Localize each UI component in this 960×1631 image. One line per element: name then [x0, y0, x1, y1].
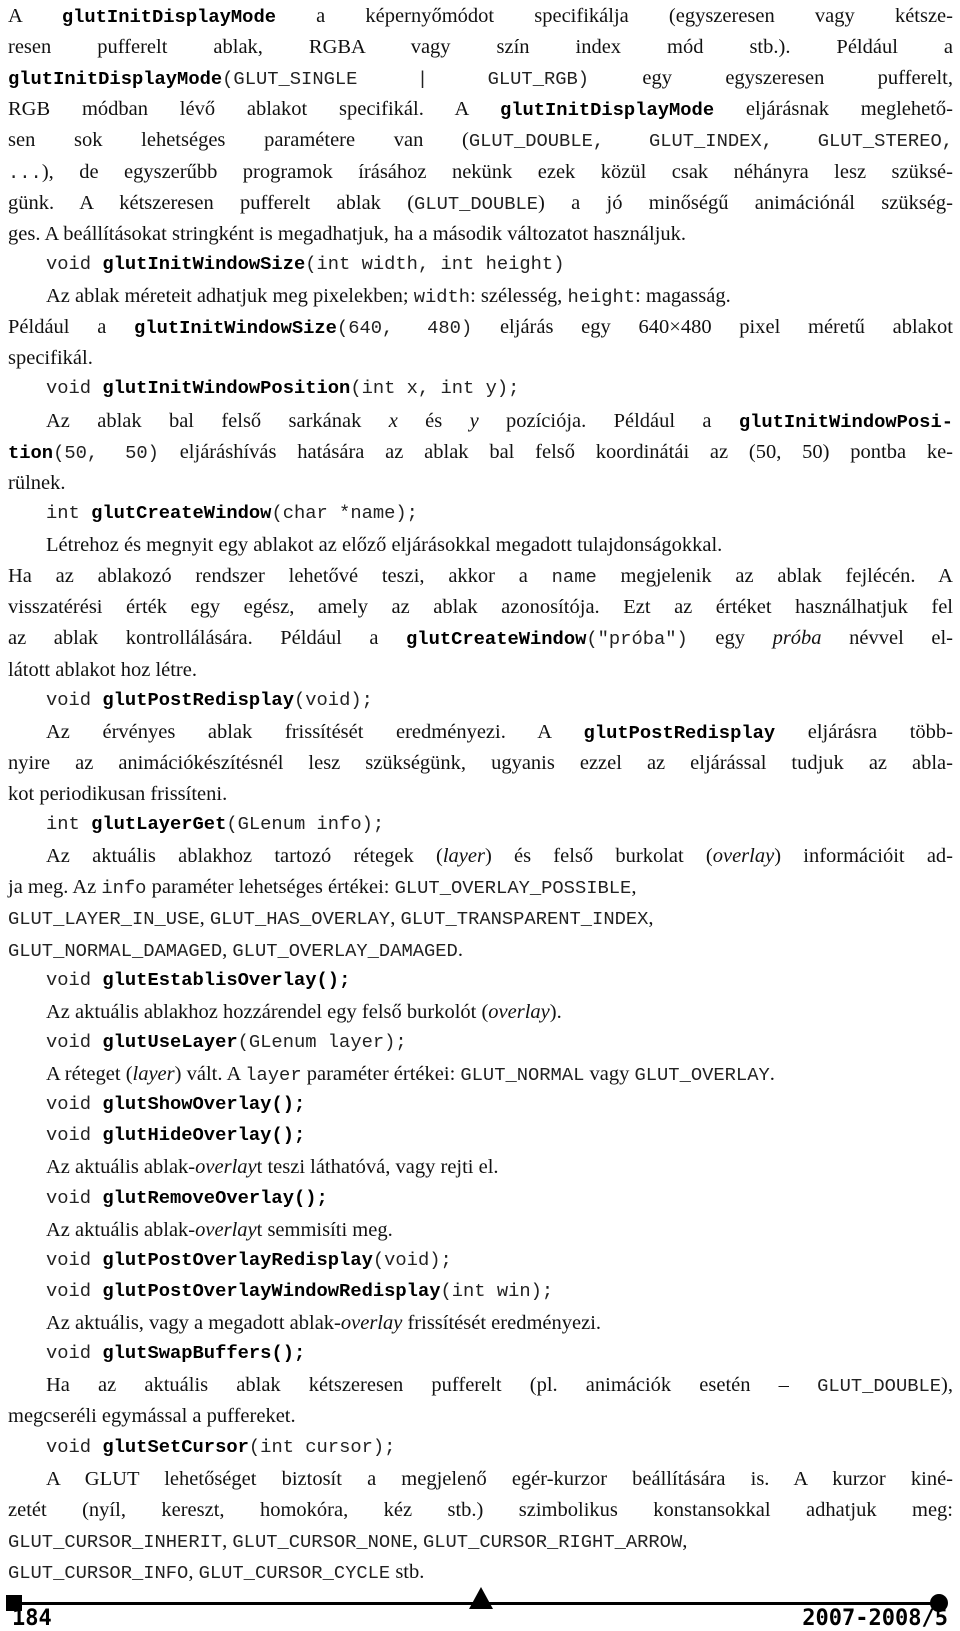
text-line: GLUT_NORMAL_DAMAGED, GLUT_OVERLAY_DAMAGED.	[8, 939, 463, 962]
function-name: glutHideOverlay	[102, 1124, 272, 1146]
text-line	[8, 162, 953, 183]
text-line	[8, 68, 953, 89]
text-line: nyire az animációkészítésnél lesz szükségünk, ugyanis ezzel az eljárással tudjuk az abla-	[8, 752, 953, 774]
text-line: Például a glutInitWindowSize(640, 480) eljárás egy 640×480 pixel méretű ablakot	[8, 316, 953, 339]
function-name: glutInitDisplayMode	[61, 6, 276, 28]
function-signature: void glutEstablisOverlay();	[46, 969, 351, 991]
text-line: Az ablak méreteit adhatjuk meg pixelekben; width: szélesség, height: magasság.	[46, 285, 731, 308]
text-line-overflow: GLUT_CURSOR_INFO, GLUT_CURSOR_CYCLE stb.	[8, 1561, 425, 1584]
text-line: megcseréli egymással a puffereket.	[8, 1405, 296, 1427]
text-line: specifikál.	[8, 347, 93, 369]
text-line: Az aktuális ablak-overlayt teszi láthatóvá, vagy rejti el.	[46, 1156, 499, 1178]
function-name: glutInitDisplayMode	[499, 99, 715, 121]
constant: GLUT_DOUBLE	[414, 193, 539, 215]
function-name: glutInitWindowSize	[102, 253, 306, 275]
function-signature: void glutSetCursor(int cursor);	[46, 1436, 396, 1458]
function-signature: void glutUseLayer(GLenum layer);	[46, 1031, 407, 1053]
text-line: A réteget (layer) vált. A layer paraméter értékei: GLUT_NORMAL vagy GLUT_OVERLAY.	[46, 1063, 775, 1086]
function-name: glutInitWindowPosition	[102, 377, 351, 399]
text-line: Az aktuális ablak-overlayt semmisíti meg.	[46, 1219, 393, 1241]
text-line: az ablak kontrollálására. Például a glutCreateWindow("próba") egy próba névvel el-	[8, 627, 953, 650]
text-span: A	[8, 5, 62, 27]
text-line: GLUT_CURSOR_INHERIT, GLUT_CURSOR_NONE, GLUT_CURSOR_RIGHT_ARROW,	[8, 1530, 688, 1553]
function-name: glutCreateWindow	[406, 628, 587, 650]
text-span: ) a jó minőségű animációnál szükség-	[538, 192, 954, 214]
text-line: A GLUT lehetőséget biztosít a megjelenő egér-kurzor beállítására is. A kurzor kiné-	[46, 1468, 953, 1490]
function-signature: void glutShowOverlay();	[46, 1093, 306, 1115]
page-number: 184	[12, 1606, 52, 1631]
text-line: Létrehoz és megnyit egy ablakot az előző eljárásokkal megadott tulajdonságokkal.	[46, 534, 723, 556]
text-line: zetét (nyíl, kereszt, homokóra, kéz stb.) szimbolikus konstansokkal adhatjuk meg:	[8, 1499, 953, 1521]
text-span: sen sok lehetséges paramétere van (	[8, 129, 469, 151]
page-footer	[0, 1592, 960, 1630]
text-span: eljárásnak meglehető-	[714, 98, 953, 120]
function-name: glutPostOverlayWindowRedisplay	[102, 1280, 441, 1302]
text-line: Ha az ablakozó rendszer lehetővé teszi, akkor a name megjelenik az ablak fejlécén. A	[8, 565, 953, 588]
function-signature: void glutSwapBuffers();	[46, 1342, 306, 1364]
text-line: Az aktuális ablakhoz tartozó rétegek (layer) és felső burkolat (overlay) információit ad-	[46, 845, 953, 867]
function-name: glutRemoveOverlay	[102, 1187, 294, 1209]
function-signature: void glutInitWindowPosition(int x, int y);	[46, 377, 520, 399]
text-line	[8, 130, 953, 151]
text-span: günk. A kétszeresen pufferelt ablak (	[8, 192, 415, 214]
text-span: RGB módban lévő ablakot specifikál. A	[8, 98, 500, 120]
text-line: ges. A beállításokat stringként is megadhatjuk, ha a második változatot használjuk.	[8, 223, 687, 245]
text-line: Az aktuális, vagy a megadott ablak-overlay frissítését eredményezi.	[46, 1312, 602, 1334]
text-line: kot periodikusan frissíteni.	[8, 783, 228, 805]
text-span: egy egyszeresen pufferelt,	[589, 67, 953, 89]
text-line: Ha az aktuális ablak kétszeresen pufferelt (pl. animációk esetén – GLUT_DOUBLE),	[46, 1374, 953, 1397]
text-line: GLUT_LAYER_IN_USE, GLUT_HAS_OVERLAY, GLUT_TRANSPARENT_INDEX,	[8, 907, 654, 930]
function-name: glutInitWindowSize	[134, 317, 337, 339]
text-line: visszatérési érték egy egész, amely az ablak azonosítója. Ezt az értéket használhatjuk fel	[8, 596, 953, 618]
function-signature: void glutHideOverlay();	[46, 1124, 306, 1146]
function-name: glutPostOverlayRedisplay	[102, 1249, 373, 1271]
ellipsis: ...	[8, 162, 42, 184]
function-signature: int glutCreateWindow(char *name);	[46, 502, 418, 524]
code-args: (GLUT_SINGLE | GLUT_RGB)	[222, 68, 590, 90]
function-name: glutShowOverlay	[102, 1093, 272, 1115]
triangle-icon	[469, 1587, 493, 1609]
text-span: ), de egyszerűbb programok írásához nekünk ezek közül csak néhányra lesz szüksé-	[41, 161, 953, 183]
function-name: glutSwapBuffers	[102, 1342, 272, 1364]
function-signature: void glutRemoveOverlay();	[46, 1187, 328, 1209]
constant-list: GLUT_DOUBLE, GLUT_INDEX, GLUT_STEREO,	[468, 130, 954, 152]
function-signature: int glutLayerGet(GLenum info);	[46, 813, 385, 835]
text-line	[8, 6, 953, 27]
function-signature: void glutPostOverlayWindowRedisplay(int win);	[46, 1280, 554, 1302]
text-line: Az érvényes ablak frissítését eredményezi. A glutPostRedisplay eljárásra több-	[46, 721, 953, 744]
function-signature: void glutInitWindowSize(int width, int height)	[46, 253, 565, 275]
text-line	[8, 193, 953, 214]
function-name: glutLayerGet	[91, 813, 227, 835]
function-name: glutEstablisOverlay	[102, 969, 317, 991]
text-span: a képernyőmódot specifikálja (egyszeresen vagy kétsze-	[276, 5, 953, 27]
function-signature: void glutPostOverlayRedisplay(void);	[46, 1249, 452, 1271]
function-name: glutPostRedisplay	[102, 689, 294, 711]
text-line	[8, 99, 953, 120]
function-signature: void glutPostRedisplay(void);	[46, 689, 373, 711]
function-name: glutInitDisplayMode	[8, 68, 223, 90]
text-line: Az aktuális ablakhoz hozzárendel egy felső burkolót (overlay).	[46, 1001, 562, 1023]
function-name: glutSetCursor	[102, 1436, 249, 1458]
text-line: látott ablakot hoz létre.	[8, 659, 197, 681]
text-line: tion(50, 50) eljáráshívás hatására az ablak bal felső koordinátái az (50, 50) pontba ke-	[8, 441, 953, 464]
text-line: rülnek.	[8, 472, 66, 494]
function-name: glutUseLayer	[102, 1031, 238, 1053]
text-line: Az ablak bal felső sarkának x és y pozíciója. Például a glutInitWindowPosi-	[46, 410, 953, 433]
function-name: glutCreateWindow	[91, 502, 272, 524]
issue-label: 2007-2008/5	[802, 1606, 948, 1631]
text-line: ja meg. Az info paraméter lehetséges értékei: GLUT_OVERLAY_POSSIBLE,	[8, 876, 637, 899]
text-line: resen pufferelt ablak, RGBA vagy szín index mód stb.). Például a	[8, 36, 953, 58]
